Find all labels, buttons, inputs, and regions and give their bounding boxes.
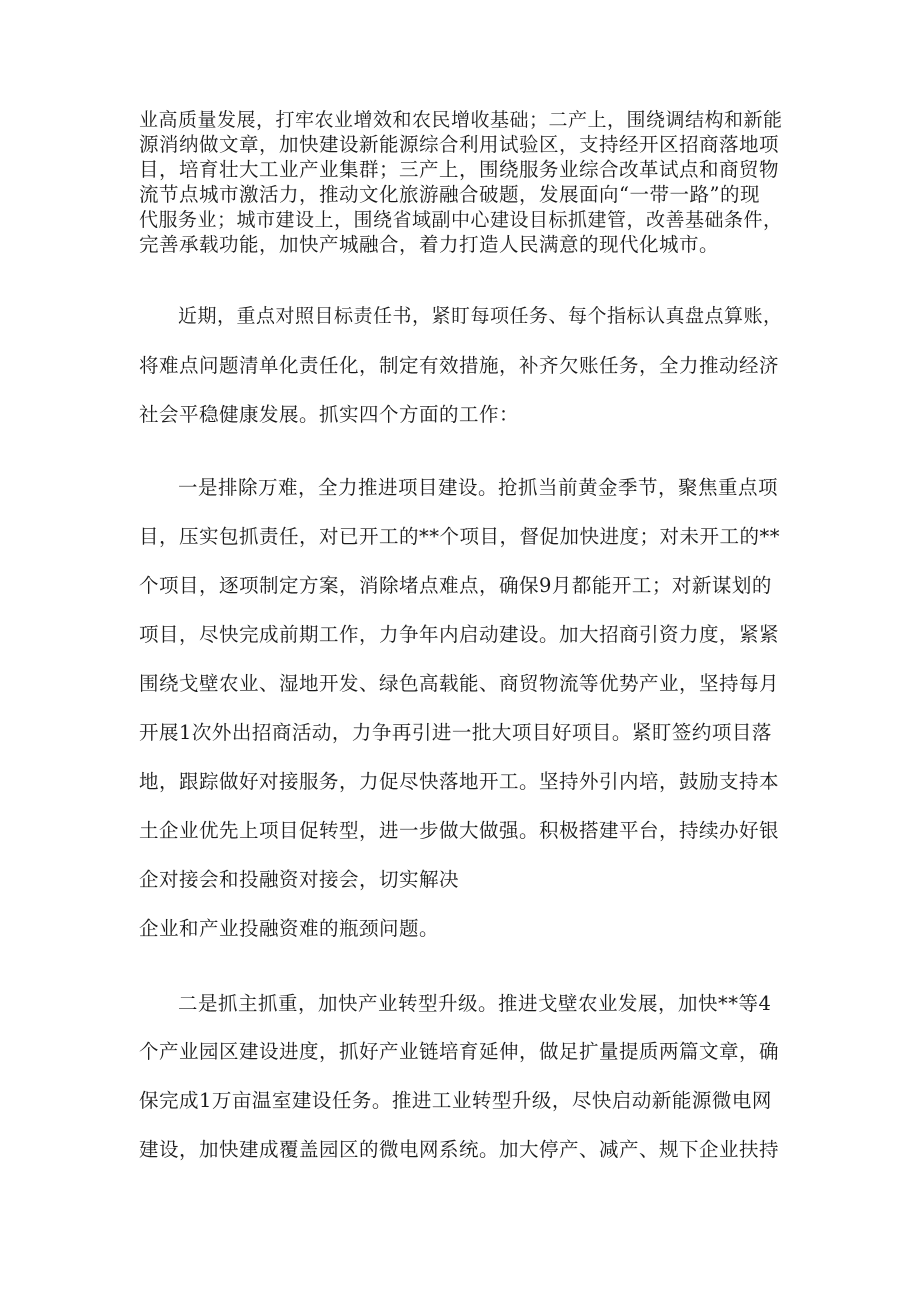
text-line: 目，压实包抓责任，对已开工的**个项目，督促加快进度；对未开工的** bbox=[139, 525, 781, 548]
text-line: 二是抓主抓重，加快产业转型升级。推进戈壁农业发展，加快**等4 bbox=[178, 992, 772, 1015]
text-line: 建设，加快建成覆盖园区的微电网系统。加大停产、减产、规下企业扶持 bbox=[139, 1138, 780, 1161]
text-line: 企业和产业投融资难的瓶颈问题。 bbox=[139, 917, 440, 940]
text-line: 个项目，逐项制定方案，消除堵点难点，确保9月都能开工；对新谋划的 bbox=[139, 574, 772, 597]
text-line: 围绕戈壁农业、湿地开发、绿色高载能、商贸物流等优势产业，坚持每月 bbox=[139, 672, 780, 695]
text-line: 一是排除万难，全力推进项目建设。抢抓当前黄金季节，聚焦重点项 bbox=[178, 476, 779, 499]
text-line: 项目，尽快完成前期工作，力争年内启动建设。加大招商引资力度，紧紧 bbox=[139, 623, 780, 646]
text-line: 土企业优先上项目促转型，进一步做大做强。积极搭建平台，持续办好银 bbox=[139, 819, 780, 842]
text-line: 代服务业；城市建设上，围绕省域副中心建设目标抓建管，改善基础条件， bbox=[139, 209, 783, 231]
text-line: 目，培育壮大工业产业集群；三产上，围绕服务业综合改革试点和商贸物 bbox=[139, 158, 780, 181]
text-line: 近期，重点对照目标责任书，紧盯每项任务、每个指标认真盘点算账， bbox=[178, 305, 783, 327]
text-line: 流节点城市激活力，推动文化旅游融合破题，发展面向“一带一路”的现 bbox=[139, 183, 760, 206]
text-line: 个产业园区建设进度，抓好产业链培育延伸，做足扩量提质两篇文章，确 bbox=[139, 1040, 780, 1063]
text-line: 将难点问题清单化责任化，制定有效措施，补齐欠账任务，全力推动经济 bbox=[139, 354, 780, 377]
text-line: 保完成1万亩温室建设任务。推进工业转型升级，尽快启动新能源微电网 bbox=[139, 1089, 772, 1112]
text-line: 开展1次外出招商活动，力争再引进一批大项目好项目。紧盯签约项目落 bbox=[139, 721, 772, 744]
text-line: 业高质量发展，打牢农业增效和农民增收基础；二产上，围绕调结构和新能 bbox=[139, 109, 783, 131]
text-line: 源消纳做文章，加快建设新能源综合利用试验区，支持经开区招商落地项 bbox=[139, 133, 780, 156]
text-line: 完善承载功能，加快产城融合，着力打造人民满意的现代化城市。 bbox=[139, 233, 720, 256]
text-line: 社会平稳健康发展。抓实四个方面的工作： bbox=[139, 403, 520, 426]
text-line: 企对接会和投融资对接会，切实解决 bbox=[139, 868, 460, 891]
text-line: 地，跟踪做好对接服务，力促尽快落地开工。坚持外引内培，鼓励支持本 bbox=[139, 770, 780, 793]
